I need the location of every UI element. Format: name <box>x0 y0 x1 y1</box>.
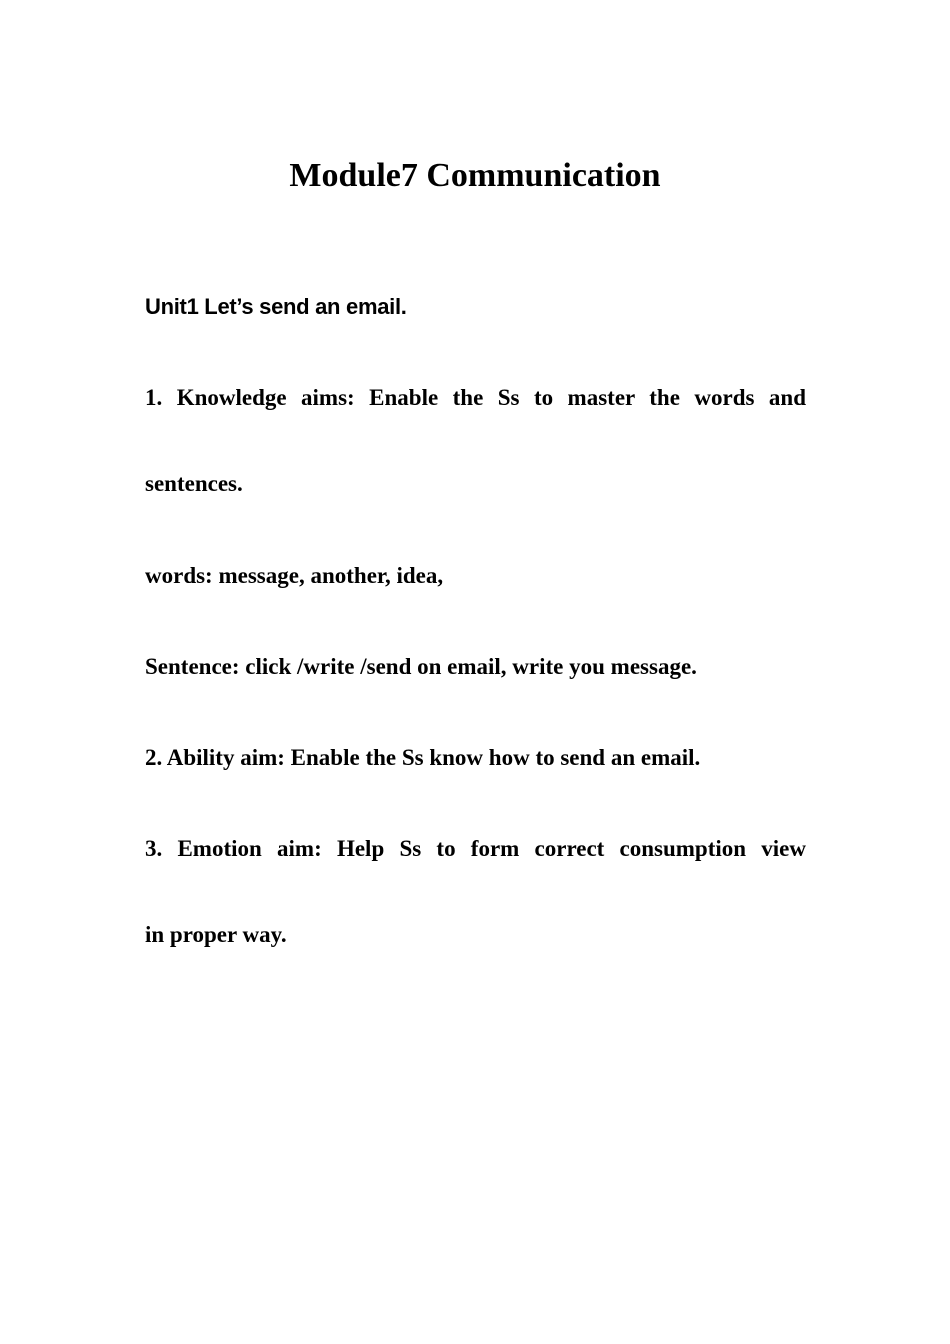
emotion-aim-line-1: 3. Emotion aim: Help Ss to form correct consumption view <box>145 836 806 861</box>
emotion-aim-line-2: in proper way. <box>145 922 287 947</box>
sentence-line: Sentence: click /write /send on email, write you message. <box>145 654 697 679</box>
knowledge-aim-line-1: 1. Knowledge aims: Enable the Ss to master the words and <box>145 385 806 410</box>
unit-heading: Unit1 Let’s send an email. <box>145 294 407 319</box>
words-line: words: message, another, idea, <box>145 563 444 588</box>
document-title: Module7 Communication <box>289 157 661 194</box>
ability-aim: 2. Ability aim: Enable the Ss know how to send an email. <box>145 745 701 770</box>
knowledge-aim-line-2: sentences. <box>145 471 243 496</box>
